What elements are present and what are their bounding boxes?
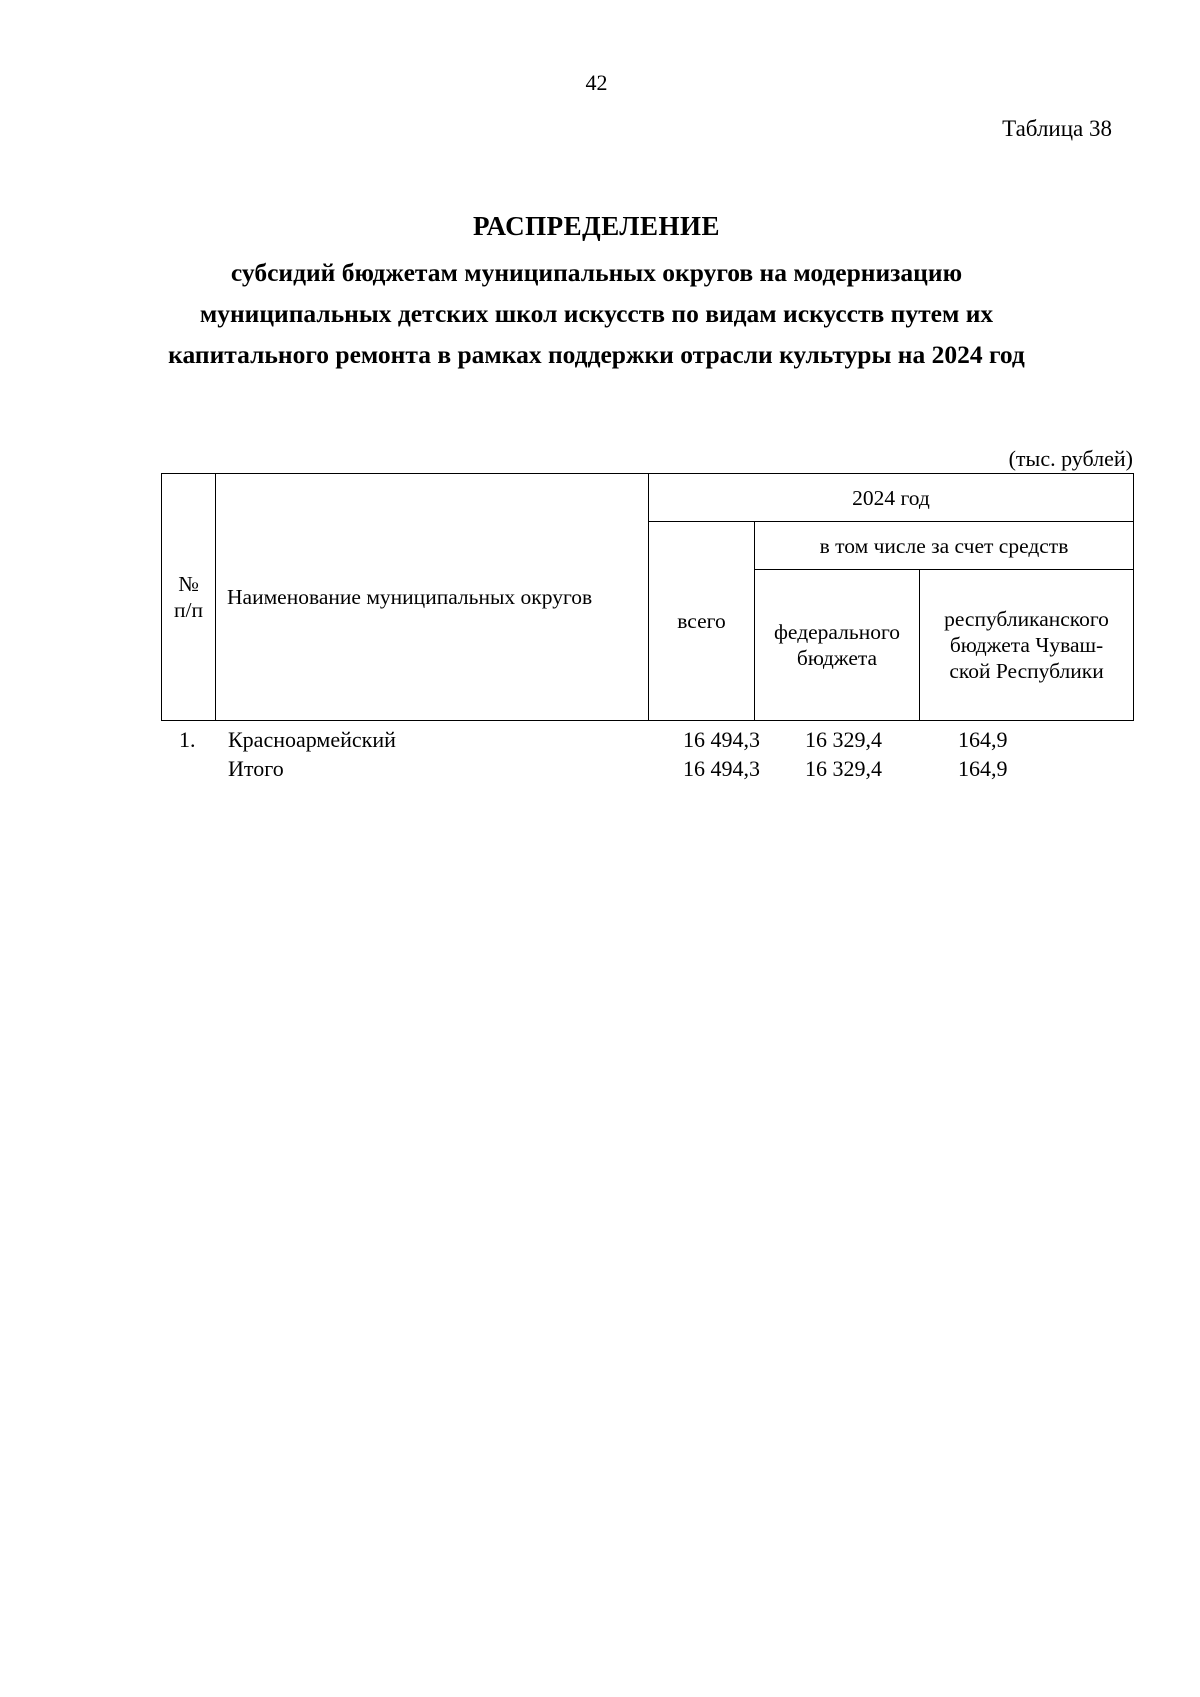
document-title: РАСПРЕДЕЛЕНИЕ [472,211,721,241]
header-year-cell: 2024 год [649,474,1134,522]
header-republic-line-2: бюджета Чуваш- [949,633,1104,657]
header-republic-line-3: ской Республики [949,659,1104,683]
units-label: (тыс. рублей) [1008,446,1133,471]
row-federal: 16 329,4 [805,756,882,781]
subtitle-line-2: муниципальных детских школ искусств по видам искусств путем их [199,299,994,328]
page-number: 42 [585,70,608,95]
row-republic: 164,9 [958,727,1008,752]
header-federal-line-2: бюджета [796,646,878,670]
row-total: 16 494,3 [683,756,760,781]
header-republic-cell [920,570,1134,721]
subtitle-line-3: капитального ремонта в рамках поддержки отрасли культуры на 2024 год [168,340,1025,369]
row-total: 16 494,3 [683,727,760,752]
table-row-total [161,756,1133,783]
row-name: Красноармейский [228,727,396,752]
header-number-abbr: п/п [174,598,203,622]
header-federal-cell [755,570,920,721]
table-label: Таблица 38 [1002,116,1112,141]
document-subtitle [0,252,1193,375]
header-name-cell: Наименование муниципальных округов [216,474,649,721]
distribution-table-header [161,473,1134,721]
row-name: Итого [228,756,284,781]
header-number-symbol: № [178,572,199,596]
header-federal-line-1: федерального [774,620,900,644]
header-total-cell: всего [649,522,755,721]
subtitle-line-1: субсидий бюджетам муниципальных округов на модернизацию [230,258,963,287]
header-number-cell [162,474,216,721]
row-number: 1. [179,727,196,752]
header-including-cell: в том числе за счет средств [755,522,1134,570]
header-republic-line-1: республиканского [944,607,1109,631]
table-row [161,727,1133,754]
row-federal: 16 329,4 [805,727,882,752]
row-republic: 164,9 [958,756,1008,781]
